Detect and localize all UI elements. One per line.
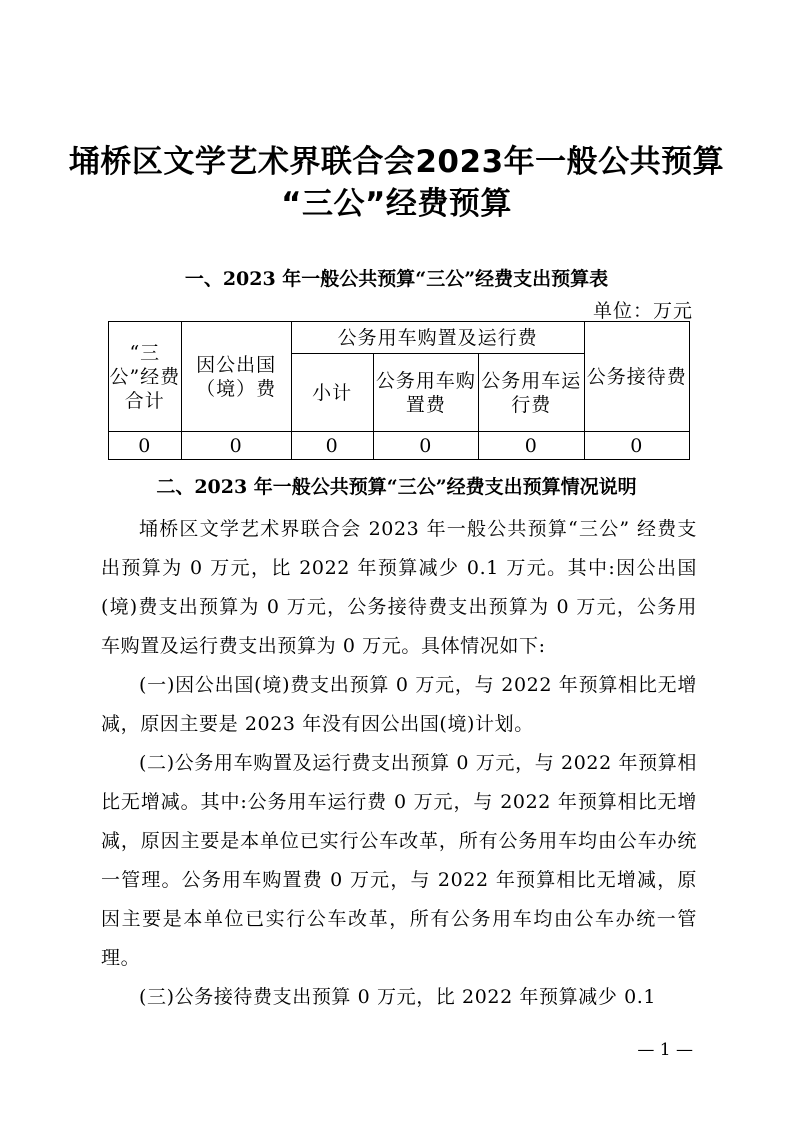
header-gongwu-car-group: 公务用车购置及运行费: [291, 322, 584, 354]
header-sangong-total: “三公”经费合计: [109, 322, 182, 432]
table-row: [109, 432, 690, 460]
header-reception: 公务接待费: [584, 322, 690, 432]
section-1-heading: 一、2023 年一般公共预算“三公”经费支出预算表: [184, 268, 609, 290]
budget-table: [108, 321, 690, 460]
header-chuguo: 因公出国（境）费: [181, 322, 291, 432]
section-2-heading: 二、2023 年一般公共预算“三公”经费支出预算情况说明: [156, 476, 637, 498]
value-reception: 0: [584, 432, 690, 460]
header-subtotal: 小计: [291, 354, 373, 432]
header-car-operation: 公务用车运行费: [479, 354, 584, 432]
page-number: — 1 —: [637, 1040, 693, 1060]
document-title-line-1: 埇桥区文学艺术界联合会2023年一般公共预算: [68, 144, 725, 180]
paragraph-chuguo: (一)因公出国(境)费支出预算 0 万元，与 2022 年预算相比无增减，原因主要是 2023 年没有因公出国(境)计划。: [101, 674, 697, 735]
value-subtotal: 0: [291, 432, 373, 460]
value-car-operation: 0: [479, 432, 584, 460]
value-chuguo: 0: [181, 432, 291, 460]
paragraph-gongwu-car: (二)公务用车购置及运行费支出预算 0 万元，与 2022 年预算相比无增减。其中:公务用车运行费 0 万元，与 2022 年预算相比无增减，原因主要是本单位已实行公车改革，所有公务用车均由公车办统一管理。公务用车购置费 0 万元，与 2022 年预算相比无增减，原因主要是本单位已实行公车改革，所有公务用车均由公车办统一管理。: [101, 752, 697, 969]
document-title-line-2: “三公”经费预算: [281, 186, 512, 222]
value-sangong-total: 0: [109, 432, 182, 460]
paragraph-reception: (三)公务接待费支出预算 0 万元，比 2022 年预算减少 0.1: [139, 986, 657, 1008]
unit-label: 单位：万元: [592, 300, 693, 322]
value-car-purchase: 0: [373, 432, 478, 460]
paragraph-overview: 埇桥区文学艺术界联合会 2023 年一般公共预算“三公” 经费支出预算为 0 万元，比 2022 年预算减少 0.1 万元。其中:因公出国(境)费支出预算为 0 万元，公务接待费支出预算为 0 万元，公务用车购置及运行费支出预算为 0 万元。具体情况如下:: [101, 518, 697, 657]
header-car-purchase: 公务用车购置费: [373, 354, 478, 432]
